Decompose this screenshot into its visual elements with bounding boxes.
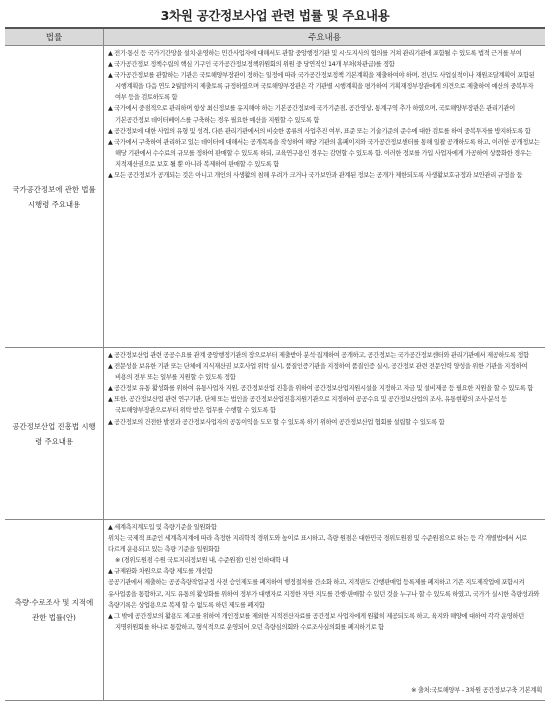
table-row: [5, 520, 545, 701]
bullet-item: ▲ 전문성을 보유한 기관 또는 단체에 지식재산권 보호사업 위탁 실시, 품질인증기관을 지정하여 품질인증 실시, 공간정보 관련 전문인력 양성을 위한 기관을 지정하여 비용의 전부 또는 일부를 지원할 수 있도록 정함: [108, 363, 528, 382]
table-header-row: [5, 28, 545, 46]
bullet-item: ▲ 또한, 공간정보산업 관련 연구기관, 단체 또는 법인을 공간정보산업진흥지원기관으로 지정하여 공공수요 및 공간정보산업의 조사, 유통현황의 조사·분석 등 국토해양부장관으로부터 위탁 받은 업무를 수행할 수 있도록 함: [108, 396, 507, 415]
bullet-item: ▲ 공간정보의 건전한 발전과 공간정보사업자의 공동이익을 도모 할 수 있도록 하기 위하여 공간정보산업 협회를 설립할 수 있도록 함: [108, 418, 445, 426]
content-cell: [104, 348, 546, 520]
table-row: [5, 348, 545, 520]
bullet-item: ▲ 세계측지계도입 및 측량기준을 일원화함: [108, 524, 217, 531]
source-note: ※ 출처:국토해양부 - 3차원 공간정보구축 기본계획: [411, 687, 542, 694]
bullet-item: ▲ 국가공간정보를 관할하는 기관은 국토해양부장관이 정하는 일정에 따라 국가공간정보정책 기본계획을 제출하여야 하며, 전년도 사업실적이나 재원조달계획이 포함된 시행계획을 다음 연도 2월말까지 제출토록 규정하였으며 국토해양부장관은 각 기관별 시행계획을 평가하여 기획재정부장관에게 의견으로 제출하여 예산의 중복투자 여부 등을 검토하도록 함: [108, 72, 535, 102]
law-name-cell: 공간정보산업 진흥법 시행령 주요내용: [5, 348, 104, 520]
content-cell: [104, 46, 546, 348]
bullet-item: ▲ 공간정보에 대한 사업의 유형 및 성격, 다른 관리기관에서의 비슷한 종류의 사업추진 여부, 표준 또는 기술기준의 준수에 대한 검토를 하여 중복투자를 방지하도록 함: [108, 127, 531, 135]
bullet-item: ▲ 모든 공간정보가 공개되는 것은 아니고 개인의 사생활의 침해 우려가 크거나 국가보안과 관계된 정보는 공개가 제한되도록 사생활보호규정과 보안관리 규정을 둠: [108, 172, 523, 180]
paragraph-item: 공공기관에서 제출하는 공공측량작업규정 사전 승인제도를 폐지하여 행정절차를 간소화 하고, 지적판도 간행판매업 등록제를 폐지하고 기존 지도제작업에 포함시켜 유사업종을 통합하고, 지도 유통의 활성화를 위하여 정부가 대행자로 지정한 자만 지도를 간행·판매할 수 있던 것을 누구나 할 수 있도록 하였고, 국가가 실시한 측량성과와 측량기록은 상업용으로 복제 할 수 없도록 하던 제도를 폐지함: [108, 579, 540, 609]
bullet-item: ▲ 국가에서 구축하여 관리하고 있는 데이터에 대해서는 공개목록을 작성하여 해당 기관의 홈페이지와 국가공간정보센터를 통해 일괄 공개하도록 하고, 이러한 공개정보는 해당 기관에서 수수료의 규모를 정하여 판매할 수 있도록 하되, 교육연구용인 경우는 감면할 수 있도록 함. 이러한 정보를 가입 사업자에게 가공하여 상품화한 경우는 지적재산권으로 보호 될 뿐 아니라 복제하여 판매할 수 있도록 함: [108, 138, 540, 168]
bullet-item: ▲ 그 밖에 공간정보의 활용도 제고를 위하여 개인정보를 제외한 지적전산자료를 공간정보 사업자에게 원활히 제공되도록 하고, 육지와 해양에 대하여 각각 운영하던 지명위원회를 하나로 통합하고, 형식적으로 운영되어 오던 측량심의회와 수로조사심의회를 폐지하기로 함: [108, 612, 524, 631]
bullet-item: ▲ 국가에서 중점적으로 관리하며 항상 최신정보를 유지해야 하는 기본공간정보에 국가기준점, 공간영상, 통계구역 추가 하였으며, 국토해양부장관은 관리기관이 기본공간정보 데이터베이스를 구축하는 경우 필요한 예산을 지원할 수 있도록 함: [108, 105, 515, 124]
law-name-cell: 측량·수로조사 및 지적에 관한 법률(안): [5, 520, 104, 701]
bullet-item: ▲ 공간정보산업 관련 공공수요를 관계 중앙행정기관의 장으로부터 제출받아 분석·집계하여 공개하고, 공간정보는 국가공간정보센터와 관리기관에서 제공하도록 정함: [108, 352, 529, 359]
law-name-cell: 국가공간정보에 관한 법률 시행령 주요내용: [5, 46, 104, 348]
table-row: [5, 46, 545, 348]
bullet-item: ▲ 규제완화 차원으로 측량 제도를 개선함: [108, 568, 213, 576]
bullet-item: ▲ 전기·통신 등 국가기간망을 설치·운영하는 민간사업자에 대해서도 관할 중앙행정기관 및 시·도지사의 협의를 거쳐 관리기관에 포함될 수 있도록 법적 근거를 부여: [108, 50, 522, 57]
content-cell: [104, 520, 546, 701]
header-law: 법률: [5, 28, 104, 46]
bullet-item: ▲ 공간정보 유통 활성화를 위하여 유통사업자 지원, 공간정보산업 진흥을 위하여 공간정보산업지원시설을 지정하고 자금 및 설비제공 등 필요한 지원을 할 수 있도록 함: [108, 385, 533, 393]
header-content: 주요내용: [104, 28, 546, 46]
law-table: [5, 27, 545, 701]
note-item: ※ (경위도원점 수원 국토지리정보원 내, 수준원점) 인천 인하대학 내: [115, 557, 289, 565]
paragraph-item: 위치는 국제적 표준인 세계측지계에 따라 측정한 지리학적 경위도와 높이로 표시하고, 측량 원점은 대한민국 경위도원점 및 수준원점으로 하는 등 각 개별법에서 서로 다르게 운용되고 있는 측량 기준을 일원화함: [108, 535, 527, 554]
bullet-item: ▲ 국가공간정보 정책수립의 핵심 기구인 국가공간정보정책위원회의 위원 중 당연직인 14개 부처(차관급)를 정함: [108, 61, 395, 69]
page-title: 3차원 공간정보사업 관련 법률 및 주요내용: [160, 8, 390, 23]
